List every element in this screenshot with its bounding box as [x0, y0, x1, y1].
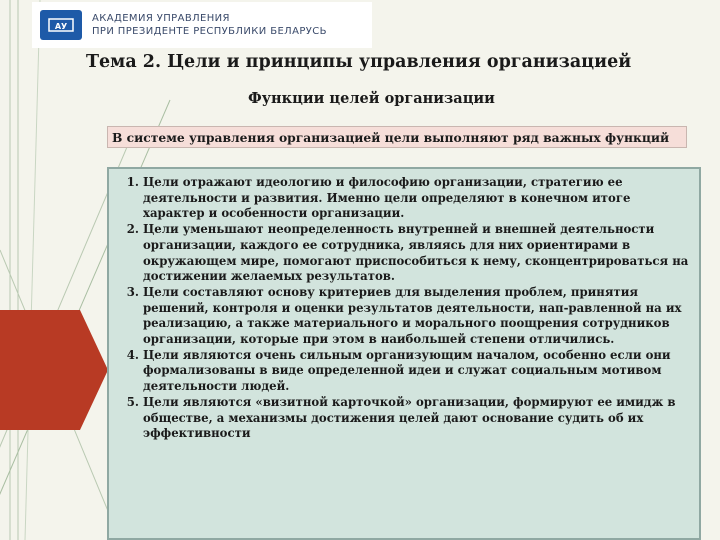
function-item-1: 1. Цели отражают идеологию и философию организации, стратегию ее деятельности и развития. Именно цели определяют в конечном итоге характер и особенности организации. [143, 175, 695, 222]
page-title: Тема 2. Цели и принципы управления организацией [86, 52, 632, 72]
red-arrow-shape [0, 310, 108, 430]
functions-box [107, 167, 701, 540]
svg-text:АУ: АУ [54, 22, 68, 31]
function-item-2: 2. Цели уменьшают неопределенность внутренней и внешней деятельности организации, каждого ее сотрудника, являясь для них ориентирами в окружающем мире, помогают приспособиться к нему, сконцентрироваться на достижении желаемых результатов. [143, 222, 695, 285]
intro-box: В системе управления организацией цели выполняют ряд важных функций [107, 126, 687, 148]
function-item-5: 5. Цели являются «визитной карточкой» организации, формируют ее имидж в обществе, а механизмы достижения целей дают основание судить об их эффективности [143, 395, 695, 442]
function-item-3: 3. Цели составляют основу критериев для выделения проблем, принятия решений, контроля и оценки результатов деятельности, нап-равленной на их реализацию, а также материального и морального поощрения сотрудников организации, которые при этом в наибольшей степени отличились. [143, 285, 695, 348]
banner-line-1: АКАДЕМИЯ УПРАВЛЕНИЯ [92, 13, 230, 24]
banner-text [92, 12, 327, 38]
header-banner [32, 2, 372, 48]
banner-line-2: ПРИ ПРЕЗИДЕНТЕ РЕСПУБЛИКИ БЕЛАРУСЬ [92, 26, 327, 37]
function-item-4: 4. Цели являются очень сильным организующим началом, особенно если они формализованы в виде определенной идеи и служат социальным мотивом деятельности людей. [143, 348, 695, 395]
academy-emblem-icon [40, 10, 82, 40]
functions-list [109, 169, 699, 442]
page-subtitle: Функции целей организации [248, 90, 495, 107]
